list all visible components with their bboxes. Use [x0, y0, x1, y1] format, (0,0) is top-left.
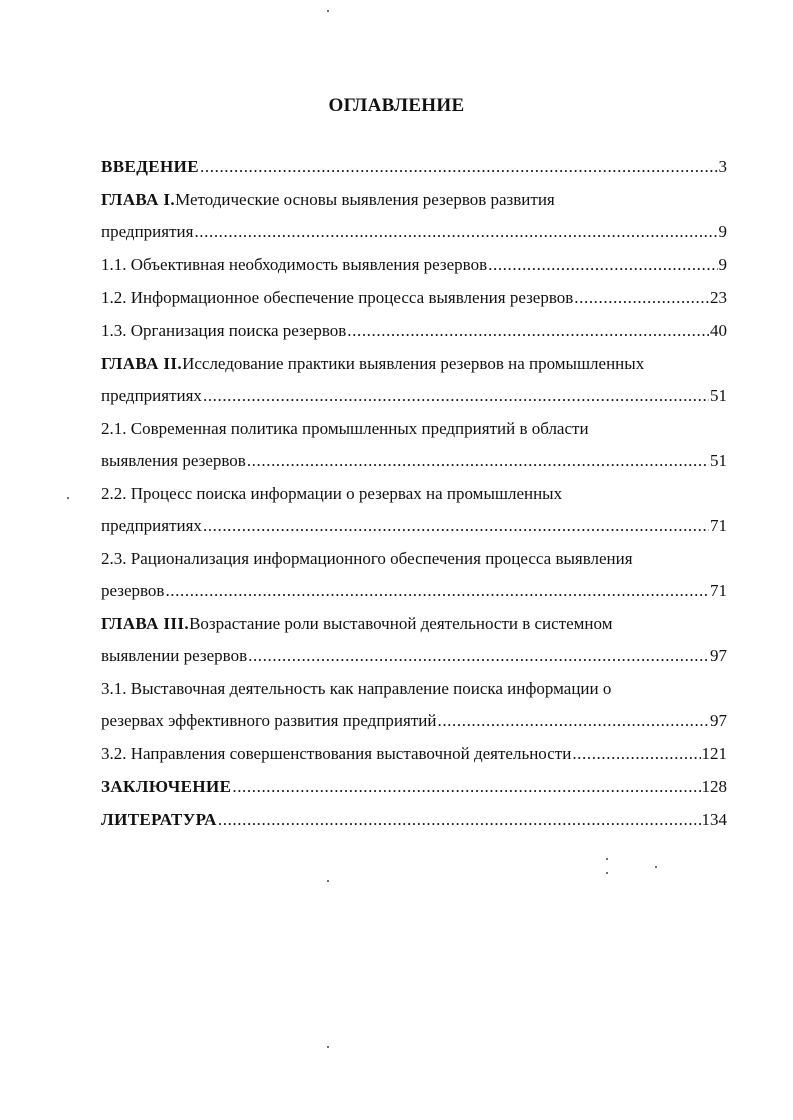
toc-entry-text: 2.3. Рационализация информационного обеспечения процесса выявления [101, 549, 633, 568]
toc-page-number: 71 [710, 581, 727, 600]
dot-leader [248, 643, 709, 668]
scan-speck [67, 497, 69, 499]
toc-page-number: 9 [718, 255, 727, 274]
toc-page-number: 9 [718, 222, 727, 241]
toc-entry-text: выявления резервов [101, 451, 246, 470]
toc-line [101, 383, 727, 408]
toc-entry-text: резервов [101, 581, 165, 600]
dot-leader [437, 708, 709, 733]
toc-page-number: 134 [701, 810, 727, 829]
toc-entry [101, 285, 727, 310]
toc-line [101, 578, 727, 603]
toc-line [101, 481, 727, 506]
toc-line [101, 708, 727, 733]
toc-entry [101, 252, 727, 277]
toc-page-number: 51 [710, 386, 727, 405]
toc-line [101, 154, 727, 179]
toc-page-number: 40 [710, 321, 727, 340]
toc-chapter-label: ЛИТЕРАТУРА [101, 810, 217, 829]
dot-leader [203, 513, 709, 538]
toc-line [101, 807, 727, 832]
table-of-contents [101, 154, 727, 840]
toc-page-number: 121 [701, 744, 727, 763]
toc-section-label: ВВЕДЕНИЕ [101, 157, 200, 176]
toc-entry [101, 154, 727, 179]
toc-page-number: 3 [718, 157, 727, 176]
toc-line [101, 351, 727, 376]
toc-line [101, 546, 727, 571]
toc-line [101, 643, 727, 668]
toc-entry-text: 1.2. Информационное обеспечение процесса выявления резервов [101, 288, 574, 307]
toc-entry-text: предприятия [101, 222, 194, 241]
toc-entry-text: 3.1. Выставочная деятельность как направление поиска информации о [101, 679, 612, 698]
toc-entry-text: Возрастание роли выставочной деятельности в системном [189, 614, 613, 633]
toc-entry [101, 187, 727, 244]
toc-line [101, 252, 727, 277]
toc-chapter-label: ГЛАВА II. [101, 354, 183, 373]
dot-leader [165, 578, 709, 603]
toc-chapter-label: ГЛАВА I. [101, 190, 176, 209]
toc-line [101, 448, 727, 473]
toc-page-number: 71 [710, 516, 727, 535]
toc-entry-text: 2.2. Процесс поиска информации о резервах на промышленных [101, 484, 563, 503]
page-title: ОГЛАВЛЕНИЕ [328, 95, 465, 116]
toc-line [101, 676, 727, 701]
scan-speck [327, 1046, 329, 1048]
toc-entry [101, 611, 727, 668]
scan-speck [655, 866, 657, 868]
toc-entry-text: Исследование практики выявления резервов на промышленных [182, 354, 645, 373]
toc-line [101, 513, 727, 538]
toc-entry-text: резервах эффективного развития предприятий [101, 711, 437, 730]
toc-entry [101, 741, 727, 766]
dot-leader [247, 448, 709, 473]
toc-entry-text: 1.3. Организация поиска резервов [101, 321, 347, 340]
scan-speck [327, 10, 329, 12]
toc-chapter-label: ЗАКЛЮЧЕНИЕ [101, 777, 232, 796]
dot-leader [218, 807, 701, 832]
toc-line [101, 285, 727, 310]
toc-entry [101, 351, 727, 408]
toc-line [101, 741, 727, 766]
dot-leader [572, 741, 700, 766]
dot-leader [203, 383, 709, 408]
toc-line [101, 187, 727, 212]
dot-leader [232, 774, 700, 799]
toc-entry-text: предприятиях [101, 386, 202, 405]
dot-leader [347, 318, 709, 343]
toc-line [101, 611, 727, 636]
scan-speck [606, 872, 608, 874]
toc-page-number: 128 [701, 777, 727, 796]
toc-line [101, 318, 727, 343]
toc-page-number: 23 [710, 288, 727, 307]
scan-speck [327, 880, 329, 882]
toc-entry-text: выявлении резервов [101, 646, 248, 665]
toc-entry [101, 774, 727, 799]
toc-entry [101, 807, 727, 832]
toc-entry [101, 481, 727, 538]
toc-line [101, 416, 727, 441]
toc-entry [101, 676, 727, 733]
toc-entry-text: 1.1. Объективная необходимость выявления резервов [101, 255, 488, 274]
toc-entry-text: 3.2. Направления совершенствования выставочной деятельности [101, 744, 572, 763]
dot-leader [574, 285, 709, 310]
toc-entry-text: предприятиях [101, 516, 202, 535]
toc-entry-text: 2.1. Современная политика промышленных предприятий в области [101, 419, 589, 438]
toc-line [101, 774, 727, 799]
toc-page-number: 97 [710, 646, 727, 665]
toc-entry [101, 416, 727, 473]
dot-leader [194, 219, 717, 244]
toc-page-number: 51 [710, 451, 727, 470]
dot-leader [488, 252, 717, 277]
scan-speck [606, 858, 608, 860]
toc-line [101, 219, 727, 244]
dot-leader [200, 154, 717, 179]
toc-chapter-label: ГЛАВА III. [101, 614, 190, 633]
toc-entry [101, 318, 727, 343]
toc-entry [101, 546, 727, 603]
toc-page-number: 97 [710, 711, 727, 730]
toc-entry-text: Методические основы выявления резервов развития [175, 190, 555, 209]
